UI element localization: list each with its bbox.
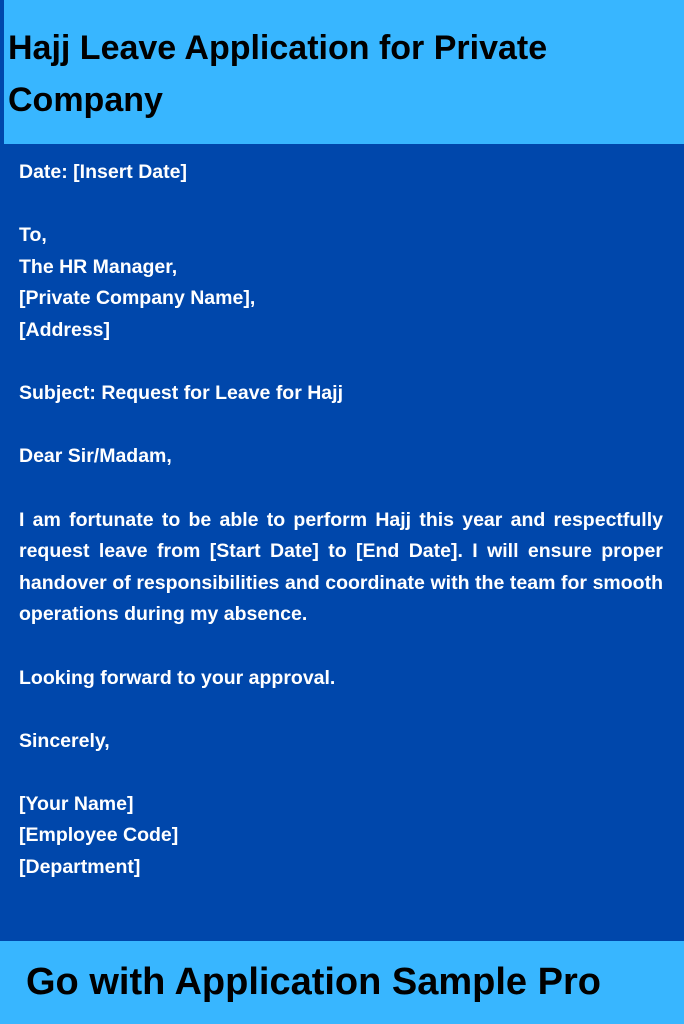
date-line: Date: [Insert Date]: [19, 161, 187, 183]
spacer: [19, 631, 663, 663]
your-name-line: [Your Name]: [19, 792, 134, 815]
sign-off: Sincerely,: [19, 729, 110, 752]
employee-code-line: [Employee Code]: [19, 824, 179, 847]
spacer: [19, 694, 663, 726]
letter-body: I am fortunate to be able to perform Hajj this year and respectfully request leave from [Start Date] to [End Date]. I will ensure proper handover of responsibilities and coordinate with the team for smooth operations during my absence.: [19, 508, 663, 626]
spacer: [19, 473, 663, 505]
company-line: [Private Company Name],: [19, 287, 256, 310]
letter-content: [19, 157, 663, 884]
closing-line: Looking forward to your approval.: [19, 666, 336, 689]
spacer: [19, 347, 663, 379]
recipient-line: The HR Manager,: [19, 255, 178, 278]
department-line: [Department]: [19, 856, 141, 879]
salutation: Dear Sir/Madam,: [19, 445, 172, 468]
letter-panel: [0, 144, 684, 941]
spacer: [19, 410, 663, 442]
spacer: [19, 757, 663, 789]
to-line: To,: [19, 224, 47, 247]
address-line: [Address]: [19, 318, 111, 341]
header-banner: [0, 0, 684, 144]
page-title: Hajj Leave Application for Private Company: [8, 29, 548, 119]
subject-line: Subject: Request for Leave for Hajj: [19, 382, 343, 405]
spacer: [19, 189, 663, 221]
footer-banner: [0, 941, 684, 1024]
footer-tagline: Go with Application Sample Pro: [26, 961, 601, 1003]
